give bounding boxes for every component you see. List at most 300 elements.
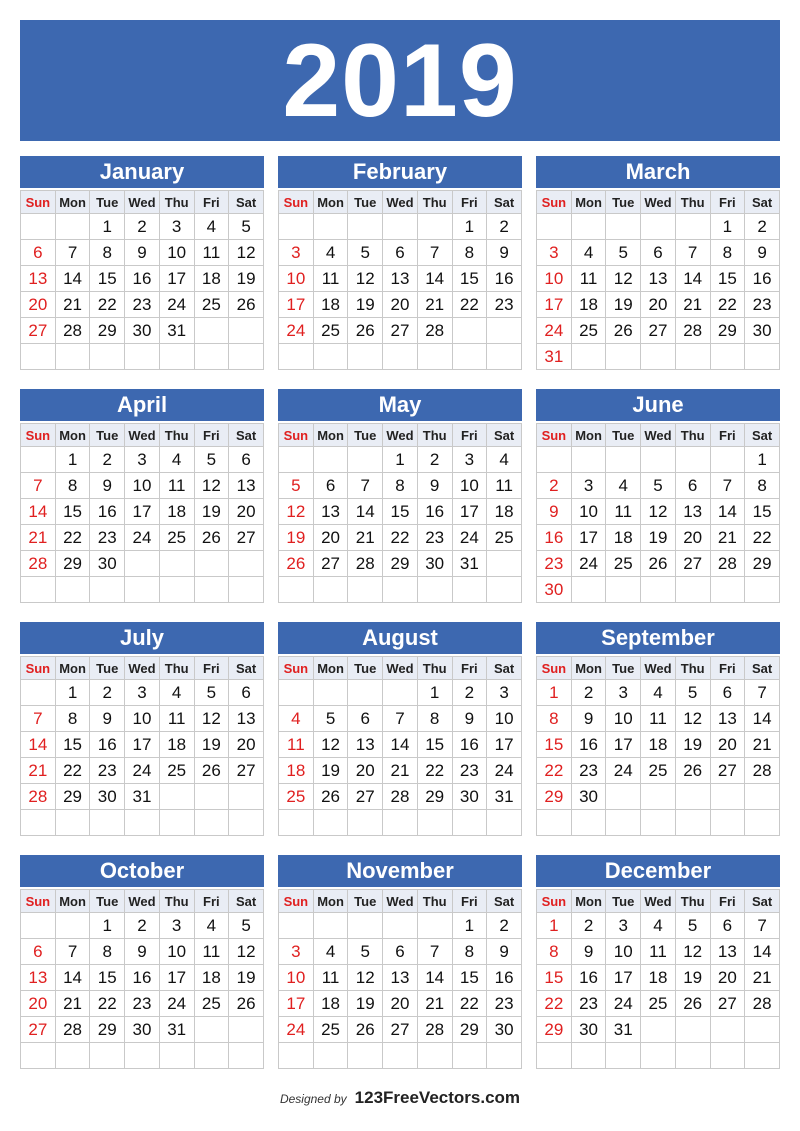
weekday-label: Thu [159,424,194,447]
empty-cell [159,551,194,577]
week-row [279,344,522,370]
day-cell: 16 [90,499,125,525]
weekday-label: Thu [159,657,194,680]
weekday-label: Wed [641,890,676,913]
day-cell: 6 [348,706,383,732]
day-cell: 9 [90,473,125,499]
day-cell: 1 [452,913,487,939]
week-row [21,732,264,758]
week-row [21,473,264,499]
empty-cell [229,1017,264,1043]
day-cell: 14 [55,266,90,292]
empty-cell [641,810,676,836]
empty-cell [383,344,418,370]
week-row [279,551,522,577]
empty-cell [194,784,229,810]
empty-cell [675,447,710,473]
day-cell: 14 [21,499,56,525]
weekday-row [279,424,522,447]
day-cell: 31 [487,784,522,810]
day-cell: 11 [641,939,676,965]
day-cell: 5 [313,706,348,732]
empty-cell [710,344,745,370]
day-cell: 26 [313,784,348,810]
day-cell: 13 [383,266,418,292]
day-cell: 8 [537,939,572,965]
day-cell: 14 [383,732,418,758]
day-cell: 28 [21,551,56,577]
day-cell: 14 [417,266,452,292]
day-cell: 7 [383,706,418,732]
empty-cell [90,344,125,370]
day-cell: 5 [606,240,641,266]
week-row [21,214,264,240]
empty-cell [417,810,452,836]
day-cell: 29 [745,551,780,577]
weekday-label: Thu [675,424,710,447]
day-cell: 24 [159,991,194,1017]
week-row [537,266,780,292]
day-cell: 6 [229,680,264,706]
day-cell: 7 [55,240,90,266]
day-cell: 3 [279,939,314,965]
day-cell: 14 [21,732,56,758]
day-cell: 27 [21,1017,56,1043]
week-row [537,577,780,603]
day-cell: 11 [279,732,314,758]
empty-cell [710,784,745,810]
day-cell: 2 [487,913,522,939]
day-cell: 25 [313,1017,348,1043]
day-cell: 20 [710,965,745,991]
day-cell: 6 [675,473,710,499]
empty-cell [159,577,194,603]
day-cell: 9 [125,939,160,965]
day-cell: 7 [21,473,56,499]
empty-cell [675,577,710,603]
empty-cell [745,344,780,370]
day-cell: 10 [452,473,487,499]
day-cell: 2 [745,214,780,240]
day-cell: 6 [383,240,418,266]
day-cell: 15 [417,732,452,758]
month-table [278,190,522,370]
empty-cell [641,1043,676,1069]
day-cell: 21 [417,292,452,318]
day-cell: 17 [537,292,572,318]
week-row [537,965,780,991]
day-cell: 10 [125,706,160,732]
month-title: November [278,855,522,887]
day-cell: 23 [571,758,606,784]
weekday-label: Sat [745,890,780,913]
day-cell: 22 [710,292,745,318]
day-cell: 16 [487,266,522,292]
day-cell: 13 [348,732,383,758]
empty-cell [537,214,572,240]
day-cell: 26 [641,551,676,577]
day-cell: 19 [313,758,348,784]
week-row [21,266,264,292]
empty-cell [279,810,314,836]
empty-cell [487,551,522,577]
empty-cell [606,214,641,240]
empty-cell [159,344,194,370]
day-cell: 19 [279,525,314,551]
week-row [21,447,264,473]
day-cell: 10 [537,266,572,292]
day-cell: 15 [452,965,487,991]
empty-cell [675,344,710,370]
weekday-label: Sat [229,191,264,214]
empty-cell [21,1043,56,1069]
day-cell: 6 [641,240,676,266]
month-may [278,389,522,603]
empty-cell [417,1043,452,1069]
day-cell: 7 [417,240,452,266]
weekday-label: Thu [675,657,710,680]
empty-cell [641,577,676,603]
day-cell: 11 [641,706,676,732]
day-cell: 12 [194,473,229,499]
day-cell: 9 [417,473,452,499]
day-cell: 17 [487,732,522,758]
empty-cell [452,1043,487,1069]
week-row [21,706,264,732]
week-row [537,292,780,318]
weekday-label: Wed [383,890,418,913]
day-cell: 26 [279,551,314,577]
week-row [537,447,780,473]
week-row [537,1043,780,1069]
week-row [279,266,522,292]
day-cell: 28 [417,1017,452,1043]
day-cell: 16 [745,266,780,292]
weekday-label: Mon [313,657,348,680]
day-cell: 20 [21,991,56,1017]
week-row [279,939,522,965]
footer-brand[interactable]: 123FreeVectors.com [354,1088,521,1107]
empty-cell [675,214,710,240]
day-cell: 7 [21,706,56,732]
weekday-label: Wed [383,424,418,447]
day-cell: 1 [417,680,452,706]
weekday-label: Fri [710,191,745,214]
weekday-label: Sun [537,424,572,447]
weekday-label: Mon [313,191,348,214]
weekday-label: Thu [675,890,710,913]
day-cell: 23 [537,551,572,577]
week-row [279,1043,522,1069]
day-cell: 15 [745,499,780,525]
day-cell: 21 [55,292,90,318]
day-cell: 25 [487,525,522,551]
day-cell: 18 [279,758,314,784]
day-cell: 27 [383,1017,418,1043]
day-cell: 25 [641,758,676,784]
week-row [279,732,522,758]
weekday-label: Thu [675,191,710,214]
week-row [279,499,522,525]
day-cell: 17 [279,292,314,318]
day-cell: 7 [417,939,452,965]
day-cell: 28 [348,551,383,577]
month-january [20,156,264,370]
day-cell: 27 [710,758,745,784]
empty-cell [675,1043,710,1069]
empty-cell [229,577,264,603]
week-row [279,577,522,603]
empty-cell [348,577,383,603]
day-cell: 23 [487,991,522,1017]
week-row [537,706,780,732]
empty-cell [675,784,710,810]
empty-cell [279,1043,314,1069]
day-cell: 3 [606,913,641,939]
week-row [537,499,780,525]
weekday-label: Sat [487,890,522,913]
week-row [537,551,780,577]
weekday-label: Mon [313,890,348,913]
day-cell: 11 [313,266,348,292]
day-cell: 20 [675,525,710,551]
empty-cell [417,344,452,370]
empty-cell [571,810,606,836]
empty-cell [55,214,90,240]
day-cell: 3 [125,447,160,473]
day-cell: 3 [452,447,487,473]
day-cell: 20 [21,292,56,318]
day-cell: 3 [606,680,641,706]
month-title: December [536,855,780,887]
empty-cell [313,214,348,240]
day-cell: 5 [675,913,710,939]
day-cell: 16 [571,732,606,758]
day-cell: 23 [745,292,780,318]
day-cell: 11 [313,965,348,991]
month-august [278,622,522,836]
week-row [537,680,780,706]
day-cell: 28 [21,784,56,810]
empty-cell [710,447,745,473]
week-row [21,810,264,836]
weekday-label: Tue [348,191,383,214]
day-cell: 19 [675,732,710,758]
empty-cell [125,1043,160,1069]
day-cell: 16 [537,525,572,551]
week-row [21,784,264,810]
week-row [21,344,264,370]
empty-cell [229,810,264,836]
weekday-label: Sat [229,657,264,680]
empty-cell [571,344,606,370]
week-row [21,991,264,1017]
day-cell: 8 [55,473,90,499]
weekday-label: Wed [641,657,676,680]
month-title: July [20,622,264,654]
day-cell: 24 [279,1017,314,1043]
empty-cell [21,810,56,836]
day-cell: 5 [675,680,710,706]
day-cell: 23 [487,292,522,318]
weekday-label: Wed [383,657,418,680]
day-cell: 13 [641,266,676,292]
day-cell: 2 [125,214,160,240]
day-cell: 12 [229,240,264,266]
month-table [20,423,264,603]
day-cell: 17 [125,499,160,525]
month-title: April [20,389,264,421]
empty-cell [606,447,641,473]
day-cell: 19 [641,525,676,551]
weekday-row [537,424,780,447]
empty-cell [606,344,641,370]
day-cell: 8 [710,240,745,266]
weekday-label: Mon [55,191,90,214]
empty-cell [606,577,641,603]
empty-cell [383,810,418,836]
day-cell: 14 [745,706,780,732]
weekday-label: Tue [348,657,383,680]
day-cell: 22 [452,991,487,1017]
day-cell: 6 [21,240,56,266]
month-november [278,855,522,1069]
day-cell: 11 [159,706,194,732]
month-september [536,622,780,836]
day-cell: 10 [571,499,606,525]
day-cell: 14 [675,266,710,292]
weekday-label: Sun [279,657,314,680]
day-cell: 29 [537,1017,572,1043]
day-cell: 28 [675,318,710,344]
empty-cell [383,214,418,240]
day-cell: 4 [159,447,194,473]
weekday-row [537,657,780,680]
day-cell: 18 [487,499,522,525]
weekday-label: Sun [21,657,56,680]
empty-cell [313,810,348,836]
day-cell: 4 [487,447,522,473]
weekday-row [21,424,264,447]
day-cell: 12 [279,499,314,525]
empty-cell [21,680,56,706]
day-cell: 23 [90,758,125,784]
day-cell: 9 [745,240,780,266]
week-row [21,758,264,784]
month-title: August [278,622,522,654]
weekday-label: Tue [348,890,383,913]
empty-cell [452,344,487,370]
empty-cell [194,318,229,344]
day-cell: 3 [125,680,160,706]
day-cell: 11 [194,939,229,965]
day-cell: 9 [90,706,125,732]
day-cell: 20 [229,499,264,525]
day-cell: 25 [194,991,229,1017]
day-cell: 31 [159,1017,194,1043]
day-cell: 18 [159,732,194,758]
weekday-label: Sun [537,191,572,214]
month-table [278,423,522,603]
day-cell: 24 [606,758,641,784]
empty-cell [452,810,487,836]
day-cell: 16 [125,266,160,292]
empty-cell [159,1043,194,1069]
day-cell: 4 [279,706,314,732]
empty-cell [348,344,383,370]
empty-cell [21,577,56,603]
day-cell: 22 [452,292,487,318]
empty-cell [452,577,487,603]
weekday-label: Wed [125,191,160,214]
weekday-label: Tue [606,890,641,913]
day-cell: 22 [55,758,90,784]
day-cell: 13 [675,499,710,525]
week-row [537,214,780,240]
empty-cell [710,810,745,836]
week-row [21,913,264,939]
day-cell: 2 [452,680,487,706]
day-cell: 4 [159,680,194,706]
weekday-label: Fri [710,424,745,447]
day-cell: 1 [537,680,572,706]
day-cell: 13 [710,706,745,732]
weekday-label: Sat [487,424,522,447]
day-cell: 30 [571,784,606,810]
month-table [20,190,264,370]
week-row [537,1017,780,1043]
empty-cell [537,810,572,836]
year-title: 2019 [282,22,518,139]
weekday-label: Tue [606,424,641,447]
day-cell: 28 [745,991,780,1017]
day-cell: 6 [229,447,264,473]
empty-cell [641,784,676,810]
day-cell: 17 [279,991,314,1017]
empty-cell [641,344,676,370]
day-cell: 26 [675,991,710,1017]
empty-cell [229,551,264,577]
weekday-label: Mon [571,890,606,913]
day-cell: 7 [745,680,780,706]
day-cell: 23 [571,991,606,1017]
empty-cell [279,214,314,240]
empty-cell [279,913,314,939]
empty-cell [348,913,383,939]
day-cell: 1 [452,214,487,240]
day-cell: 17 [159,965,194,991]
day-cell: 20 [229,732,264,758]
day-cell: 6 [313,473,348,499]
day-cell: 9 [537,499,572,525]
empty-cell [313,577,348,603]
day-cell: 6 [21,939,56,965]
day-cell: 17 [606,965,641,991]
day-cell: 30 [571,1017,606,1043]
empty-cell [487,810,522,836]
weekday-label: Sun [537,890,572,913]
empty-cell [55,344,90,370]
empty-cell [710,1043,745,1069]
month-july [20,622,264,836]
day-cell: 5 [348,939,383,965]
day-cell: 6 [383,939,418,965]
day-cell: 14 [55,965,90,991]
week-row [537,344,780,370]
month-december [536,855,780,1069]
empty-cell [606,1043,641,1069]
weekday-label: Mon [55,657,90,680]
